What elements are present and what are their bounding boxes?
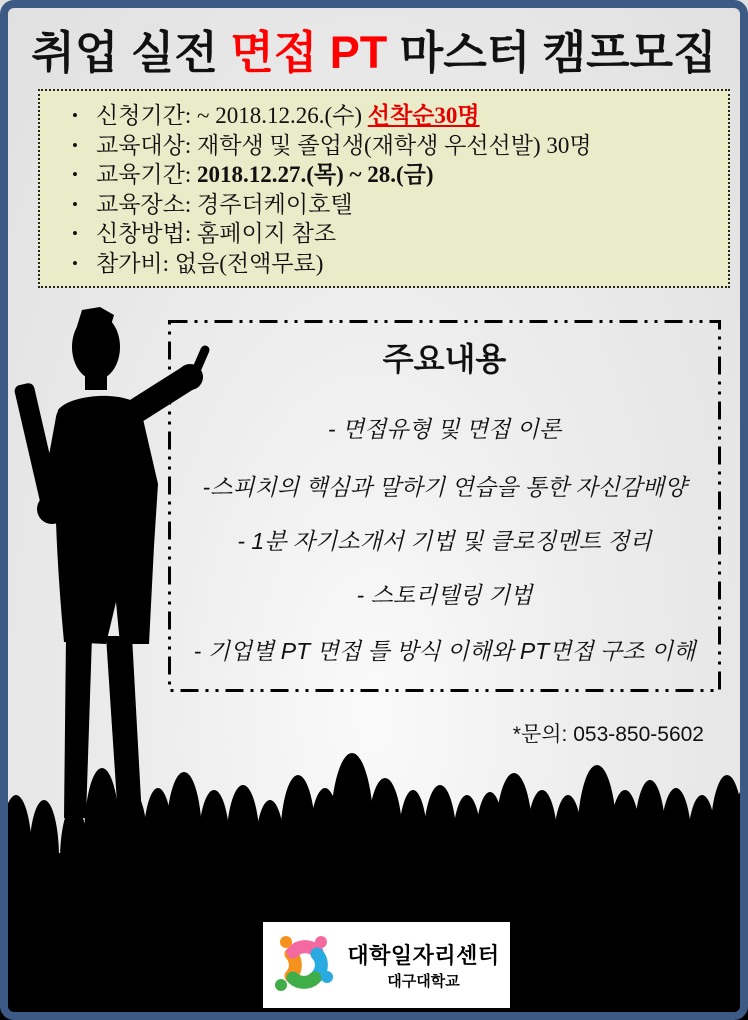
content-item: -스피치의 핵심과 말하기 연습을 통한 자신감배양	[202, 474, 687, 500]
presenter-silhouette-icon	[8, 306, 218, 820]
bullet-icon: •	[72, 224, 78, 243]
first-come-30-highlight: 선착순30명	[367, 103, 480, 128]
info-item-text: 참가비: 없음(전액무료)	[96, 250, 324, 276]
info-item-training-period	[62, 160, 710, 190]
bullet-icon: •	[72, 165, 78, 184]
contact-phone: *문의: 053-850-5602	[512, 723, 704, 746]
info-item-text: 신창방법: 홈페이지 참조	[96, 221, 337, 246]
logo-university-name: 대구대학교	[387, 973, 460, 990]
content-item: - 기업별 PT 면접 틀 방식 이해와 PT면접 구조 이해	[193, 638, 696, 664]
bullet-icon: •	[72, 135, 78, 155]
content-item: - 면접유형 및 면접 이론	[327, 416, 562, 442]
info-item-apply-method	[62, 219, 710, 249]
content-item: - 스토리텔링 기법	[356, 582, 533, 608]
info-list	[62, 101, 710, 278]
info-item-text: 교육장소: 경주더케이호텔	[96, 191, 353, 217]
info-item-application-period	[62, 101, 710, 131]
content-item: - 1분 자기소개서 기법 및 클로징멘트 정리	[237, 528, 652, 554]
info-item-fee	[62, 249, 710, 279]
poster-title-suffix: 마스터 캠프모집	[387, 27, 717, 78]
bullet-icon: •	[72, 253, 78, 273]
training-dates: 2018.12.27.(목) ~ 28.(금)	[197, 162, 434, 187]
info-item-text: 신청기간: ~ 2018.12.26.(수)	[96, 103, 368, 128]
info-item-target	[62, 131, 710, 161]
main-content-box	[168, 320, 721, 692]
job-center-logo-icon	[271, 932, 337, 998]
bullet-icon: •	[72, 194, 78, 214]
info-item-text: 교육대상: 재학생 및 졸업생(재학생 우선선발) 30명	[96, 132, 592, 158]
university-logo-box	[263, 922, 510, 1008]
content-box-title: 주요내용	[382, 341, 507, 377]
logo-text	[337, 939, 510, 991]
poster-title-highlight: 면접 PT	[230, 27, 388, 78]
info-box	[38, 89, 730, 288]
info-item-location	[62, 190, 710, 220]
info-item-text: 교육기간:	[96, 162, 198, 187]
logo-org-name: 대학일자리센터	[347, 943, 500, 968]
poster-title	[0, 16, 748, 81]
poster-title-prefix: 취업 실전	[31, 27, 231, 78]
bullet-icon: •	[72, 106, 78, 125]
